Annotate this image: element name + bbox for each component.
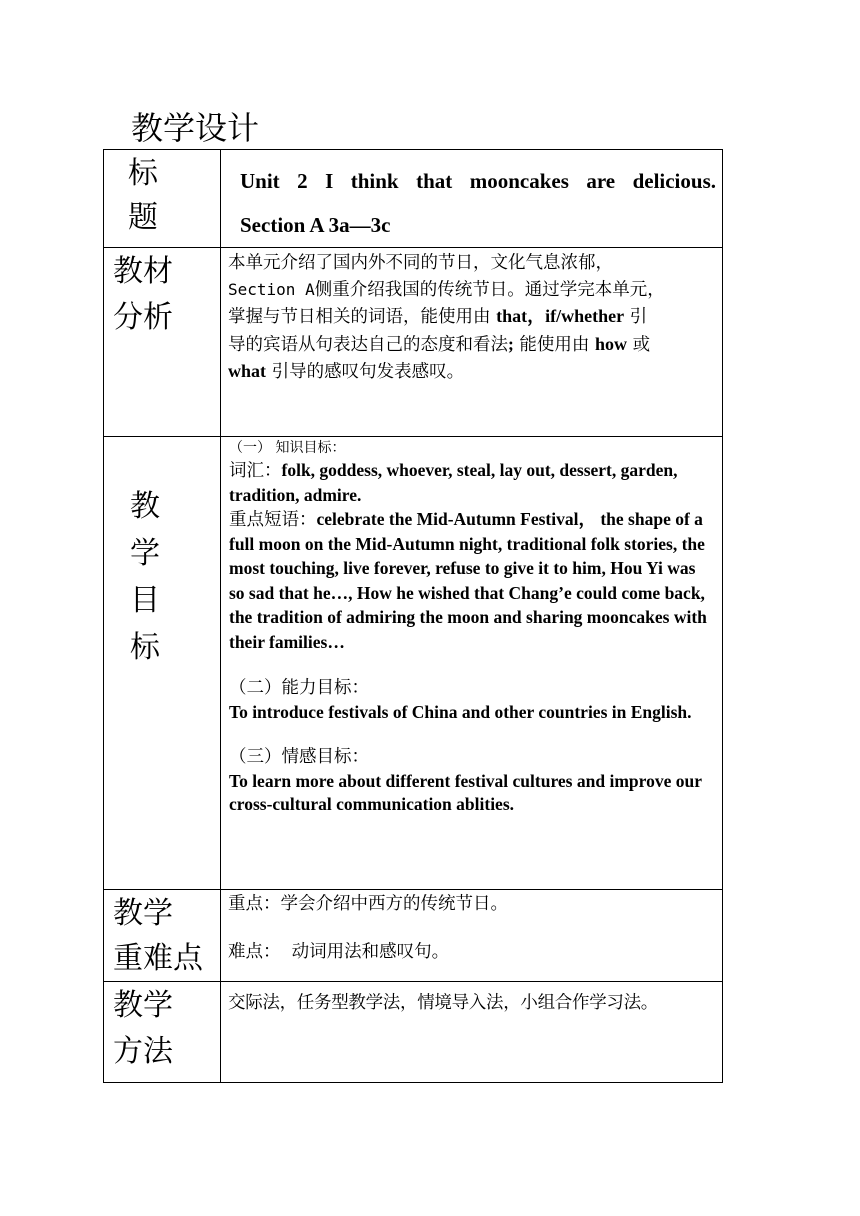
methods-label-1: 教学: [113, 988, 173, 1023]
analysis-line-1: 本单元介绍了国内外不同的节日，文化气息浓郁，: [228, 253, 613, 273]
emotion-heading: （三）情感目标：: [229, 747, 369, 767]
title-row: [104, 150, 723, 248]
objectives-label-3: 目: [130, 583, 160, 618]
ability-heading: （二）能力目标：: [229, 678, 369, 698]
title-label-1: 标: [128, 156, 158, 191]
title-label-cell: [104, 150, 221, 248]
analysis-label-1: 教材: [113, 254, 173, 289]
methods-content-cell: [221, 982, 723, 1083]
objectives-label-4: 标: [130, 630, 160, 665]
key-points-content-cell: [221, 890, 723, 982]
page-title: 教学设计: [131, 109, 260, 147]
ability-text: To introduce festivals of China and other countries in English.: [229, 701, 692, 722]
knowledge-heading: （一） 知识目标：: [229, 440, 346, 456]
objectives-label-2: 学: [130, 536, 160, 571]
key-point-text: 重点：学会介绍中西方的传统节日。: [228, 894, 508, 914]
methods-label-2: 方法: [113, 1034, 173, 1069]
objectives-row: [104, 437, 723, 890]
lesson-plan-table: [103, 149, 723, 1083]
emotion-text: To learn more about different festival cultures and improve our cross-cultural communication ablities.: [229, 770, 702, 814]
section-title: Section A 3a—3c: [240, 213, 391, 237]
objectives-content-cell: [221, 437, 723, 890]
methods-text: 交际法，任务型教学法，情境导入法，小组合作学习法。: [228, 993, 658, 1013]
analysis-label-2: 分析: [113, 300, 173, 335]
key-points-label-cell: [104, 890, 221, 982]
title-label-2: 题: [128, 200, 158, 235]
analysis-line-2: Section A侧重介绍我国的传统节日。通过学完本单元，: [228, 279, 665, 300]
unit-title: Unit 2 I think that mooncakes are delicious.: [240, 169, 716, 193]
objectives-label-cell: [104, 437, 221, 890]
key-points-row: [104, 890, 723, 982]
analysis-content-cell: [221, 248, 723, 437]
objectives-label-1: 教: [130, 489, 160, 524]
analysis-line-5: what 引导的感叹句发表感叹。: [228, 361, 465, 382]
methods-row: [104, 982, 723, 1083]
analysis-line-4: 导的宾语从句表达自己的态度和看法; 能使用由 how 或: [228, 333, 651, 355]
analysis-line-3: 掌握与节日相关的词语，能使用由 that，if/whether 引: [228, 306, 648, 327]
title-content-cell: [221, 150, 723, 248]
key-points-label-1: 教学: [113, 896, 173, 931]
difficult-point-text: 难点： 动词用法和感叹句。: [228, 942, 450, 962]
analysis-label-cell: [104, 248, 221, 437]
vocabulary-text: 词汇：folk, goddess, whoever, steal, lay out, dessert, garden, tradition, admire.: [229, 460, 678, 505]
analysis-row: [104, 248, 723, 437]
key-points-label-2: 重难点: [113, 941, 203, 976]
key-phrases-text: 重点短语：celebrate the Mid-Autumn Festival， the shape of a full moon on the Mid-Autumn night, traditional folk stories, the most touching, live forever, refuse to give it to him, Hou Yi was so sad that he…, How he wished that Chang’e could come back, the tradition of admiring the moon and sharing mooncakes with their families…: [229, 509, 707, 652]
methods-label-cell: [104, 982, 221, 1083]
